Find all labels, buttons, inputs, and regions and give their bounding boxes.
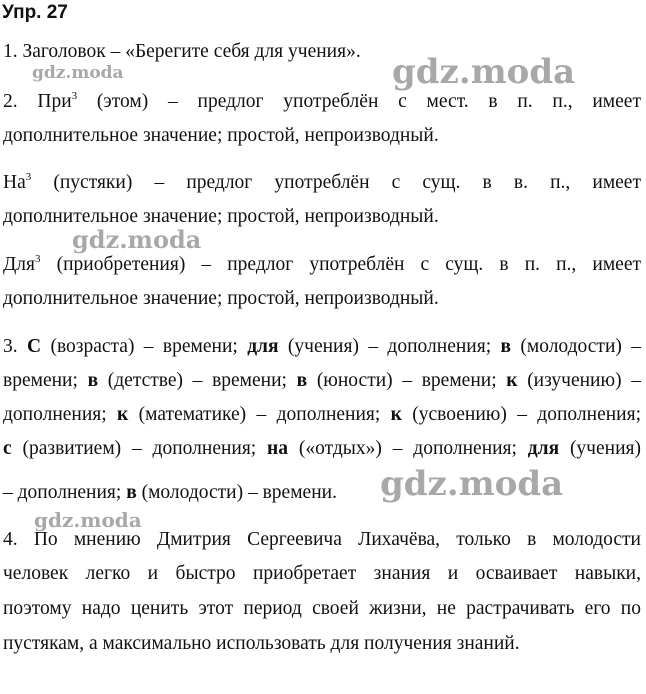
item-2-line-1: 2. При$^3$ (этом) – предлог употреблён с мест. в п. п., имеет bbox=[3, 90, 641, 112]
item-3-line-1: 3. С (возраста) – времени; для (учения) – дополнения; в (молодости) – bbox=[3, 336, 642, 357]
item-3-line-3: дополнения; к (математике) – дополнения; к (усвоению) – дополнения; bbox=[3, 404, 641, 425]
item-2-line-3: $На^3$ (пустяки) – предлог употреблён с сущ. в в. п., имеет bbox=[3, 171, 641, 193]
item-2-line-6: дополнительное значение; простой, непроизводный. bbox=[3, 288, 439, 309]
item-4-line-1: 4. По мнению Дмитрия Сергеевича Лихачёва, только в молодости bbox=[3, 529, 641, 550]
item-4-line-4: пустякам, а максимально использовать для получения знаний. bbox=[3, 633, 520, 654]
item-3-line-5: – дополнения; в (молодости) – времени. bbox=[3, 482, 337, 503]
watermark-small: gdz.moda bbox=[32, 63, 124, 83]
watermark-large: gdz.moda bbox=[380, 464, 564, 504]
item-2-line-2: дополнительное значение; простой, непроизводный. bbox=[3, 125, 439, 146]
exercise-title: Упр. 27 bbox=[2, 2, 68, 23]
watermark-medium: gdz.moda bbox=[72, 225, 202, 254]
item-4-line-2: человек легко и быстро приобретает знания и осваивает навыки, bbox=[3, 563, 641, 584]
item-4-line-3: поэтому надо ценить этот период своей жизни, не растрачивать его по bbox=[3, 598, 641, 619]
watermark-small: gdz.moda bbox=[34, 508, 142, 532]
item-2-line-4: дополнительное значение; простой, непроизводный. bbox=[3, 206, 439, 227]
item-3-line-2: времени; в (детстве) – времени; в (юности) – времени; к (изучению) – bbox=[3, 370, 641, 391]
item-1-heading: 1. Заголовок – «Берегите себя для учения». bbox=[3, 41, 361, 62]
item-2-line-5: Для$^3$ (приобретения) – предлог употреблён с сущ. в п. п., имеет bbox=[3, 253, 641, 275]
item-3-line-4: с (развитием) – дополнения; на («отдых») – дополнения; для (учения) bbox=[3, 438, 641, 459]
watermark-large: gdz.moda bbox=[392, 52, 576, 92]
